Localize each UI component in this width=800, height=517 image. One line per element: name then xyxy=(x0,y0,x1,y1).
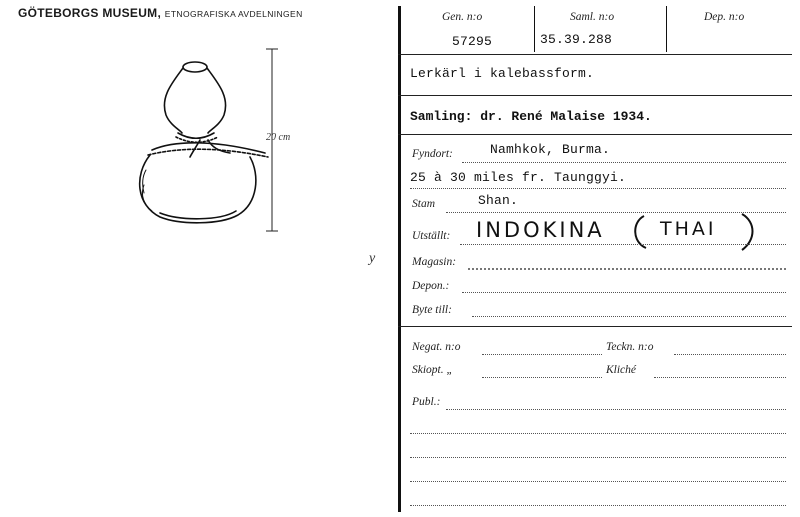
dotted-line xyxy=(482,377,602,378)
margin-mark: y xyxy=(369,251,376,266)
stam-value: Shan. xyxy=(478,193,519,208)
dotted-line xyxy=(410,481,786,482)
dotted-line xyxy=(446,409,786,410)
dotted-line xyxy=(654,377,786,378)
fyndort-value: Namhkok, Burma. xyxy=(490,142,611,157)
row-separator xyxy=(398,326,792,327)
teckn-label: Teckn. n:o xyxy=(606,341,654,353)
dotted-line xyxy=(410,433,786,434)
object-description: Lerkärl i kalebassform. xyxy=(410,66,595,81)
gen-number: 57295 xyxy=(452,34,493,49)
dotted-line xyxy=(462,292,786,293)
column-divider xyxy=(666,6,667,52)
fyndort-label: Fyndort: xyxy=(412,148,453,160)
row-separator xyxy=(398,95,792,96)
dotted-line xyxy=(462,162,786,163)
stam-label: Stam xyxy=(412,198,435,210)
utstallt-circled: THAI xyxy=(660,218,717,240)
dotted-line xyxy=(410,457,786,458)
museum-header xyxy=(18,6,303,20)
skiopt-label: Skiopt. „ xyxy=(412,364,453,376)
dep-label: Dep. n:o xyxy=(704,11,745,23)
saml-number: 35.39.288 xyxy=(540,32,613,47)
header-separator xyxy=(398,54,792,55)
fyndort-line2: 25 à 30 miles fr. Taunggyi. xyxy=(410,170,627,185)
publ-label: Publ.: xyxy=(412,396,441,408)
dotted-line xyxy=(472,316,786,317)
dimension-label: 20 cm xyxy=(266,132,291,143)
utstallt-value: INDOKINA xyxy=(476,218,605,242)
dotted-line xyxy=(674,354,786,355)
dotted-line xyxy=(460,244,786,245)
dotted-line xyxy=(410,505,786,506)
museum-name: GÖTEBORGS MUSEUM, xyxy=(18,6,162,20)
card-left-border xyxy=(398,6,401,512)
magasin-label: Magasin: xyxy=(412,256,457,268)
gen-label: Gen. n:o xyxy=(442,11,483,23)
depon-label: Depon.: xyxy=(412,280,450,292)
collection-line: Samling: dr. René Malaise 1934. xyxy=(410,109,652,124)
dotted-line xyxy=(410,188,786,189)
dotted-line xyxy=(482,354,602,355)
saml-label: Saml. n:o xyxy=(570,11,615,23)
utstallt-label: Utställt: xyxy=(412,230,451,242)
catalog-card xyxy=(398,6,792,512)
byte-label: Byte till: xyxy=(412,304,452,316)
row-separator xyxy=(398,134,792,135)
circle-mark xyxy=(630,210,760,254)
gourd-vessel-drawing xyxy=(120,45,330,245)
dotted-line xyxy=(468,268,786,270)
department-name: ETNOGRAFISKA AVDELNINGEN xyxy=(164,9,303,19)
column-divider xyxy=(534,6,535,52)
kliche-label: Kliché xyxy=(606,364,637,376)
negat-label: Negat. n:o xyxy=(412,341,461,353)
